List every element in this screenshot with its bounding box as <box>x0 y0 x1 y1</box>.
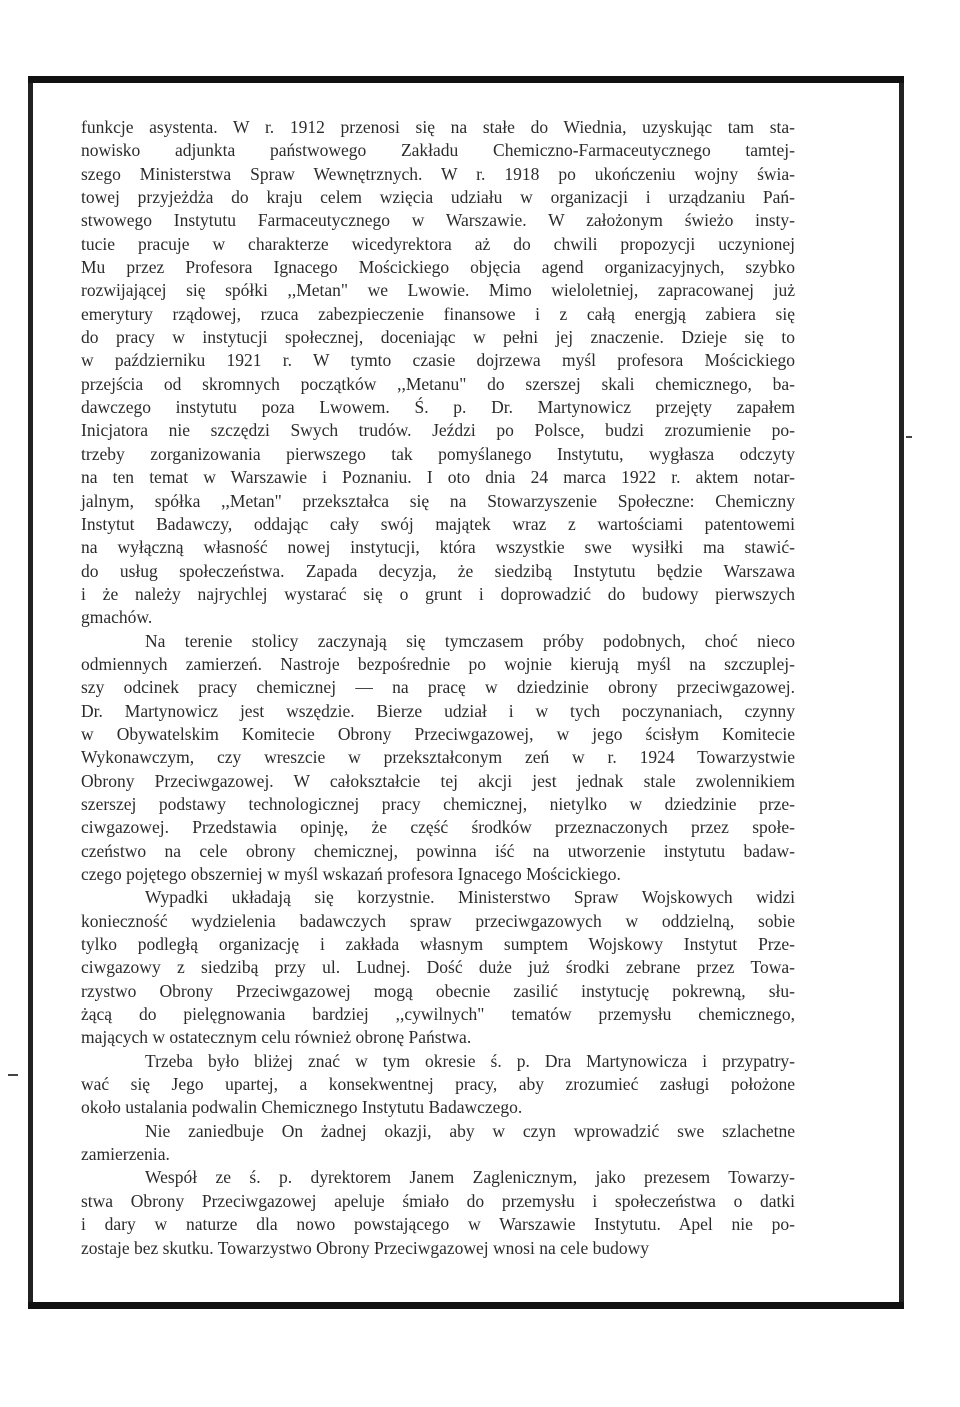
text-line: konieczność wydzielenia badawczych spraw przeciwgazowych w oddzielną, sobie <box>81 910 795 931</box>
text-line: gmachów. <box>81 607 153 628</box>
margin-mark <box>8 1074 18 1076</box>
text-line: Instytut Badawczy, oddając cały swój majątek wraz z wartościami patentowemi <box>81 513 795 534</box>
text-line: żącą do pielęgnowania bardziej ,,cywilnych" tematów przemysłu chemicznego, <box>81 1004 795 1025</box>
bottom-border-rule <box>28 1302 904 1309</box>
text-line: przejścia od skromnych początków ,,Metanu" do szerszej skali chemicznego, ba- <box>81 373 795 394</box>
text-line: funkcje asystenta. W r. 1912 przenosi się na stałe do Wiednia, uzyskując tam sta- <box>81 117 795 137</box>
text-line: i dary w naturze dla nowo powstającego w Warszawie Instytutu. Apel nie po- <box>81 1214 795 1235</box>
text-line: zamierzenia. <box>81 1144 170 1165</box>
text-line: w Obywatelskim Komitecie Obrony Przeciwgazowej, w jego ścisłym Komitecie <box>81 723 795 744</box>
body-text <box>81 116 795 1260</box>
paragraph <box>81 1166 795 1259</box>
text-line: Wykonawczym, czy wreszcie w przekształconym zeń w r. 1924 Towarzystwie <box>81 747 795 768</box>
text-line: dawczego instytutu poza Lwowem. Ś. p. Dr. Martynowicz przejęty zapałem <box>81 397 795 418</box>
text-line: tucie pracuje w charakterze wicedyrektora aż do chwili propozycji uczynionej <box>81 233 795 254</box>
text-line: Mu przez Profesora Ignacego Mościckiego objęcia agend organizacyjnych, szybko <box>81 257 795 278</box>
text-line: trzeby zorganizowania pierwszego tak pomyślanego Instytutu, wygłasza odczyty <box>81 443 795 464</box>
text-line: rzystwo Obrony Przeciwgazowej mogą obecnie zasilić instytucję pokrewną, słu- <box>81 980 795 1001</box>
text-line: do usług społeczeństwa. Zapada decyzja, że siedzibą Instytutu będzie Warszawa <box>81 560 795 581</box>
text-line: około ustalania podwalin Chemicznego Instytutu Badawczego. <box>81 1097 523 1118</box>
text-line: Wespół ze ś. p. dyrektorem Janem Zaglenicznym, jako prezesem Towarzy- <box>145 1167 795 1188</box>
text-line: stwowego Instytutu Farmaceutycznego w Warszawie. W założonym świeżo insty- <box>81 210 795 231</box>
text-line: mających w ostatecznym celu również obronę Państwa. <box>81 1027 472 1048</box>
text-line: Inicjatora nie szczędzi Swych trudów. Jeździ po Polsce, budzi zrozumienie po- <box>81 420 795 441</box>
top-border-rule <box>28 76 904 83</box>
text-line: szego Ministerstwa Spraw Wewnętrznych. W r. 1918 po ukończeniu wojny świa- <box>81 163 795 184</box>
text-line: ciwgazowej. Przedstawia opinję, że część środków przeznaczonych przez społe- <box>81 817 795 838</box>
text-line: stwa Obrony Przeciwgazowej apeluje śmiało do przemysłu i społeczeństwa o datki <box>81 1190 795 1211</box>
paragraph <box>81 1050 795 1120</box>
text-line: emerytury rządowej, rzuca zabezpieczenie finansowe i z całą energją zabiera się <box>81 303 795 324</box>
text-line: czego pojętego obszerniej w myśl wskazań profesora Ignacego Mościckiego. <box>81 864 621 884</box>
text-line: zostaje bez skutku. Towarzystwo Obrony Przeciwgazowej wnosi na cele budowy <box>81 1237 650 1258</box>
text-line: Dr. Martynowicz jest wszędzie. Bierze udział i w tych poczynaniach, czynny <box>81 700 795 721</box>
text-line: szy odcinek pracy chemicznej — na pracę w dziedzinie obrony przeciwgazowej. <box>81 677 795 698</box>
text-line: tylko podległą organizację i zakłada własnym sumptem Wojskowy Instytut Prze- <box>81 934 795 955</box>
text-line: jalnym, spółka ,,Metan" przekształca się na Stowarzyszenie Społeczne: Chemiczny <box>81 490 795 511</box>
text-line: ciwgazowy z siedzibą przy ul. Ludnej. Dość duże już środki zebrane przez Towa- <box>81 957 795 978</box>
text-line: Na terenie stolicy zaczynają się tymczasem próby podobnych, choć nieco <box>145 630 795 651</box>
text-line: i że należy najrychlej wystarać się o grunt i doprowadzić do budowy pierwszych <box>81 583 795 604</box>
paragraph <box>81 886 795 1049</box>
left-border-rule <box>28 83 33 1302</box>
text-line: do pracy w instytucji społecznej, doceniając w pełni jej znaczenie. Dzieje się to <box>81 327 795 348</box>
text-line: na wyłączną własność nowej instytucji, która wszystkie swe wysiłki ma stawić- <box>81 537 795 558</box>
text-line: czeństwo na cele obrony chemicznej, powinna iść na utworzenie instytutu badaw- <box>81 840 795 861</box>
text-line: rozwijającej się spółki ,,Metan" we Lwowie. Mimo wieloletniej, zapracowanej już <box>81 280 795 301</box>
text-line: towej przyjeżdża do kraju celem wzięcia udziału w organizacji i urządzaniu Pań- <box>81 187 795 208</box>
text-line: Obrony Przeciwgazowej. W całokształcie tej akcji jest jednak stale zwolennikiem <box>81 770 795 791</box>
text-line: szerszej podstawy technologicznej pracy chemicznej, nietylko w dziedzinie prze- <box>81 793 795 814</box>
text-line: nowisko adjunkta państwowego Zakładu Chemiczno-Farmaceutycznego tamtej- <box>81 140 795 161</box>
paragraph <box>81 116 795 630</box>
text-line: odmiennych zamierzeń. Nastroje bezpośrednie po wojnie kierują myśl na szczuplej- <box>81 653 795 674</box>
text-line: na ten temat w Warszawie i Poznaniu. I oto dnia 24 marca 1922 r. aktem notar- <box>81 467 795 488</box>
text-line: Wypadki układają się korzystnie. Ministerstwo Spraw Wojskowych widzi <box>145 887 795 908</box>
paragraph <box>81 630 795 887</box>
text-line: Trzeba było bliżej znać w tym okresie ś. p. Dra Martynowicza i przypatry- <box>145 1050 795 1071</box>
text-line: wać się Jego upartej, a konsekwentnej pracy, aby zrozumieć zasługi położone <box>81 1074 795 1095</box>
margin-mark <box>906 436 912 438</box>
paragraph <box>81 1120 795 1167</box>
right-border-rule <box>899 83 904 1302</box>
text-line: Nie zaniedbuje On żadnej okazji, aby w czyn wprowadzić swe szlachetne <box>145 1120 795 1141</box>
text-line: w październiku 1921 r. W tymto czasie dojrzewa myśl profesora Mościckiego <box>81 350 795 371</box>
